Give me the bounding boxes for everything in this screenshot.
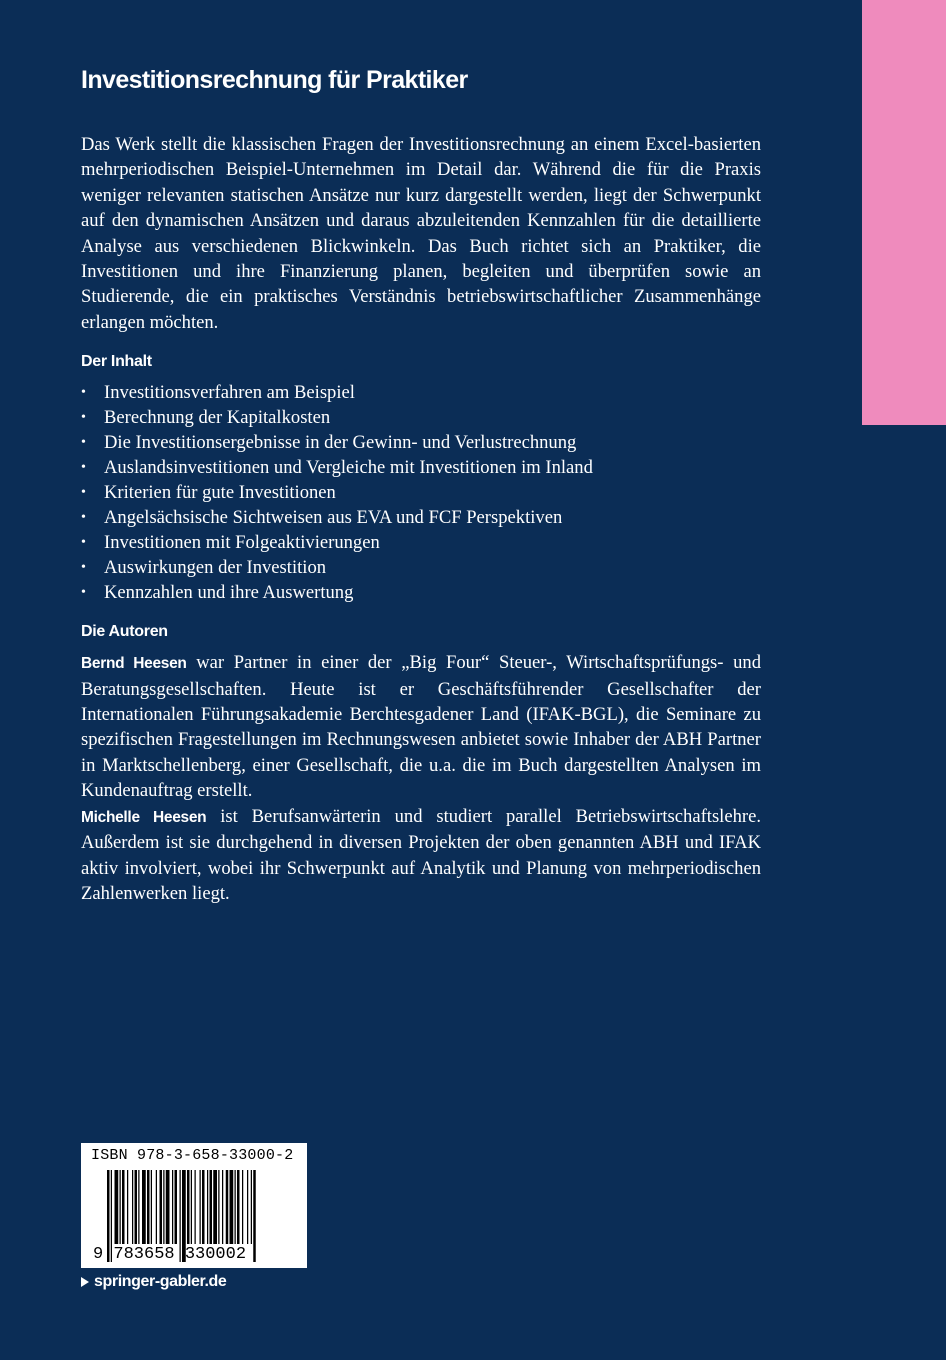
pink-accent-tab bbox=[862, 0, 946, 425]
barcode-bar bbox=[127, 1170, 128, 1244]
barcode-bar bbox=[172, 1170, 173, 1244]
barcode-bar bbox=[253, 1170, 256, 1262]
barcode-bar bbox=[226, 1170, 229, 1244]
list-item: • Angelsächsische Sichtweisen aus EVA und FCF Perspektiven bbox=[81, 507, 563, 529]
bullet-icon: • bbox=[81, 435, 86, 451]
barcode-bar bbox=[142, 1170, 146, 1244]
list-item: • Investitionen mit Folgeaktivierungen bbox=[81, 532, 380, 554]
intro-paragraph: Das Werk stellt die klassischen Fragen der Investitionsrechnung an einem Excel-basierten mehrperiodischen Beispiel-Unternehmen im Detail dar. Während die für die Praxis weniger relevanten statischen Ansätze nur kurz dargestellt werden, liegt der Schwerpunkt auf den dynamischen Ansätzen und daraus abzuleitenden Kennzahlen für die detaillierte Analyse aus verschiedenen Blickwinkeln. Das Buch richtet sich an Praktiker, die Investitionen und ihre Finanzierung planen, begleiten und überprüfen sowie an Studierende, die ein praktisches Verständnis betriebswirtschaftlicher Zusammenhänge erlangen möchten. bbox=[81, 134, 761, 333]
bullet-icon: • bbox=[81, 485, 86, 501]
bullet-icon: • bbox=[81, 585, 86, 601]
contents-list bbox=[81, 380, 761, 605]
isbn-barcode bbox=[81, 1143, 307, 1268]
barcode-bar bbox=[151, 1170, 152, 1244]
barcode-bar bbox=[242, 1170, 243, 1244]
barcode-bar bbox=[213, 1170, 217, 1244]
authors-heading: Die Autoren bbox=[81, 623, 168, 641]
barcode-bar bbox=[120, 1170, 121, 1244]
barcode-bar bbox=[187, 1170, 190, 1244]
barcode-bar bbox=[237, 1170, 240, 1244]
list-item: • Kennzahlen und ihre Auswertung bbox=[81, 582, 354, 604]
author-bio: Michelle Heesen ist Berufsanwärterin und studiert parallel Betriebswirtschaftslehre. Außerdem ist sie durchgehend in diversen Projekten der oben genannten ABH und IFAK aktiv involviert, wobei ihr Schwerpunkt auf Analytik und Planung von mehrperiodischen Zahlenwerken liegt. bbox=[81, 805, 761, 904]
bullet-icon: • bbox=[81, 560, 86, 576]
barcode-bar bbox=[218, 1170, 219, 1244]
barcode-bar bbox=[247, 1170, 248, 1244]
bullet-icon: • bbox=[81, 385, 86, 401]
barcode-bar bbox=[163, 1170, 164, 1244]
list-item: • Berechnung der Kapitalkosten bbox=[81, 407, 331, 429]
ean-digits: 9 783658 330002 bbox=[93, 1245, 247, 1264]
barcode-bar bbox=[191, 1170, 192, 1244]
list-item: • Kriterien für gute Investitionen bbox=[81, 482, 336, 504]
barcode-bar bbox=[230, 1170, 234, 1244]
barcode-bar bbox=[147, 1170, 150, 1244]
publisher-link[interactable]: springer-gabler.de bbox=[81, 1273, 226, 1291]
barcode-bar bbox=[195, 1170, 196, 1244]
arrow-right-icon bbox=[81, 1277, 89, 1287]
barcode-bar bbox=[156, 1170, 157, 1244]
bullet-icon: • bbox=[81, 460, 86, 476]
book-title: Investitionsrechnung für Praktiker bbox=[81, 66, 468, 94]
list-item: • Auslandsinvestitionen und Vergleiche mit Investitionen im Inland bbox=[81, 457, 593, 479]
list-item: • Investitionsverfahren am Beispiel bbox=[81, 382, 355, 404]
isbn-text: ISBN 978-3-658-33000-2 bbox=[91, 1147, 294, 1164]
barcode-bar bbox=[175, 1170, 178, 1244]
back-cover-content bbox=[81, 62, 761, 906]
barcode-bar bbox=[132, 1170, 133, 1244]
barcode-bar bbox=[207, 1170, 208, 1244]
barcode-bar bbox=[251, 1170, 252, 1244]
barcode-bar bbox=[160, 1170, 163, 1244]
author-name: Bernd Heesen bbox=[81, 655, 187, 673]
bullet-icon: • bbox=[81, 410, 86, 426]
barcode-bar bbox=[135, 1170, 138, 1244]
bullet-icon: • bbox=[81, 510, 86, 526]
barcode-bar bbox=[122, 1170, 125, 1244]
contents-heading: Der Inhalt bbox=[81, 353, 152, 371]
author-name: Michelle Heesen bbox=[81, 808, 207, 826]
barcode-bar bbox=[202, 1170, 205, 1244]
author-bio: Bernd Heesen war Partner in einer der „Big Four“ Steuer-, Wirtschaftsprüfungs- und Beratungsgesellschaften. Heute ist er Geschäftsführender Gesellschafter der Internationalen Führungsakademie Berchtesgadener Land (IFAK-BGL), die Seminare zu spezifischen Fragestellungen im Rechnungswesen anbietet sowie Inhaber der ABH Partner in Marktschellenberg, einer Gesellschaft, die u.a. die im Buch dargestellten Analysen im Kundenauftrag erstellt. bbox=[81, 652, 761, 802]
barcode-bar bbox=[200, 1170, 201, 1244]
list-item: • Die Investitionsergebnisse in der Gewinn- und Verlustrechnung bbox=[81, 432, 577, 454]
barcode-bar bbox=[166, 1170, 170, 1244]
barcode-bar bbox=[115, 1170, 119, 1244]
barcode-bar bbox=[235, 1170, 236, 1244]
list-item: • Auswirkungen der Investition bbox=[81, 557, 327, 579]
barcode-bar bbox=[222, 1170, 223, 1244]
barcode-bar bbox=[210, 1170, 213, 1244]
bullet-icon: • bbox=[81, 535, 86, 551]
barcode-bar bbox=[138, 1170, 139, 1244]
